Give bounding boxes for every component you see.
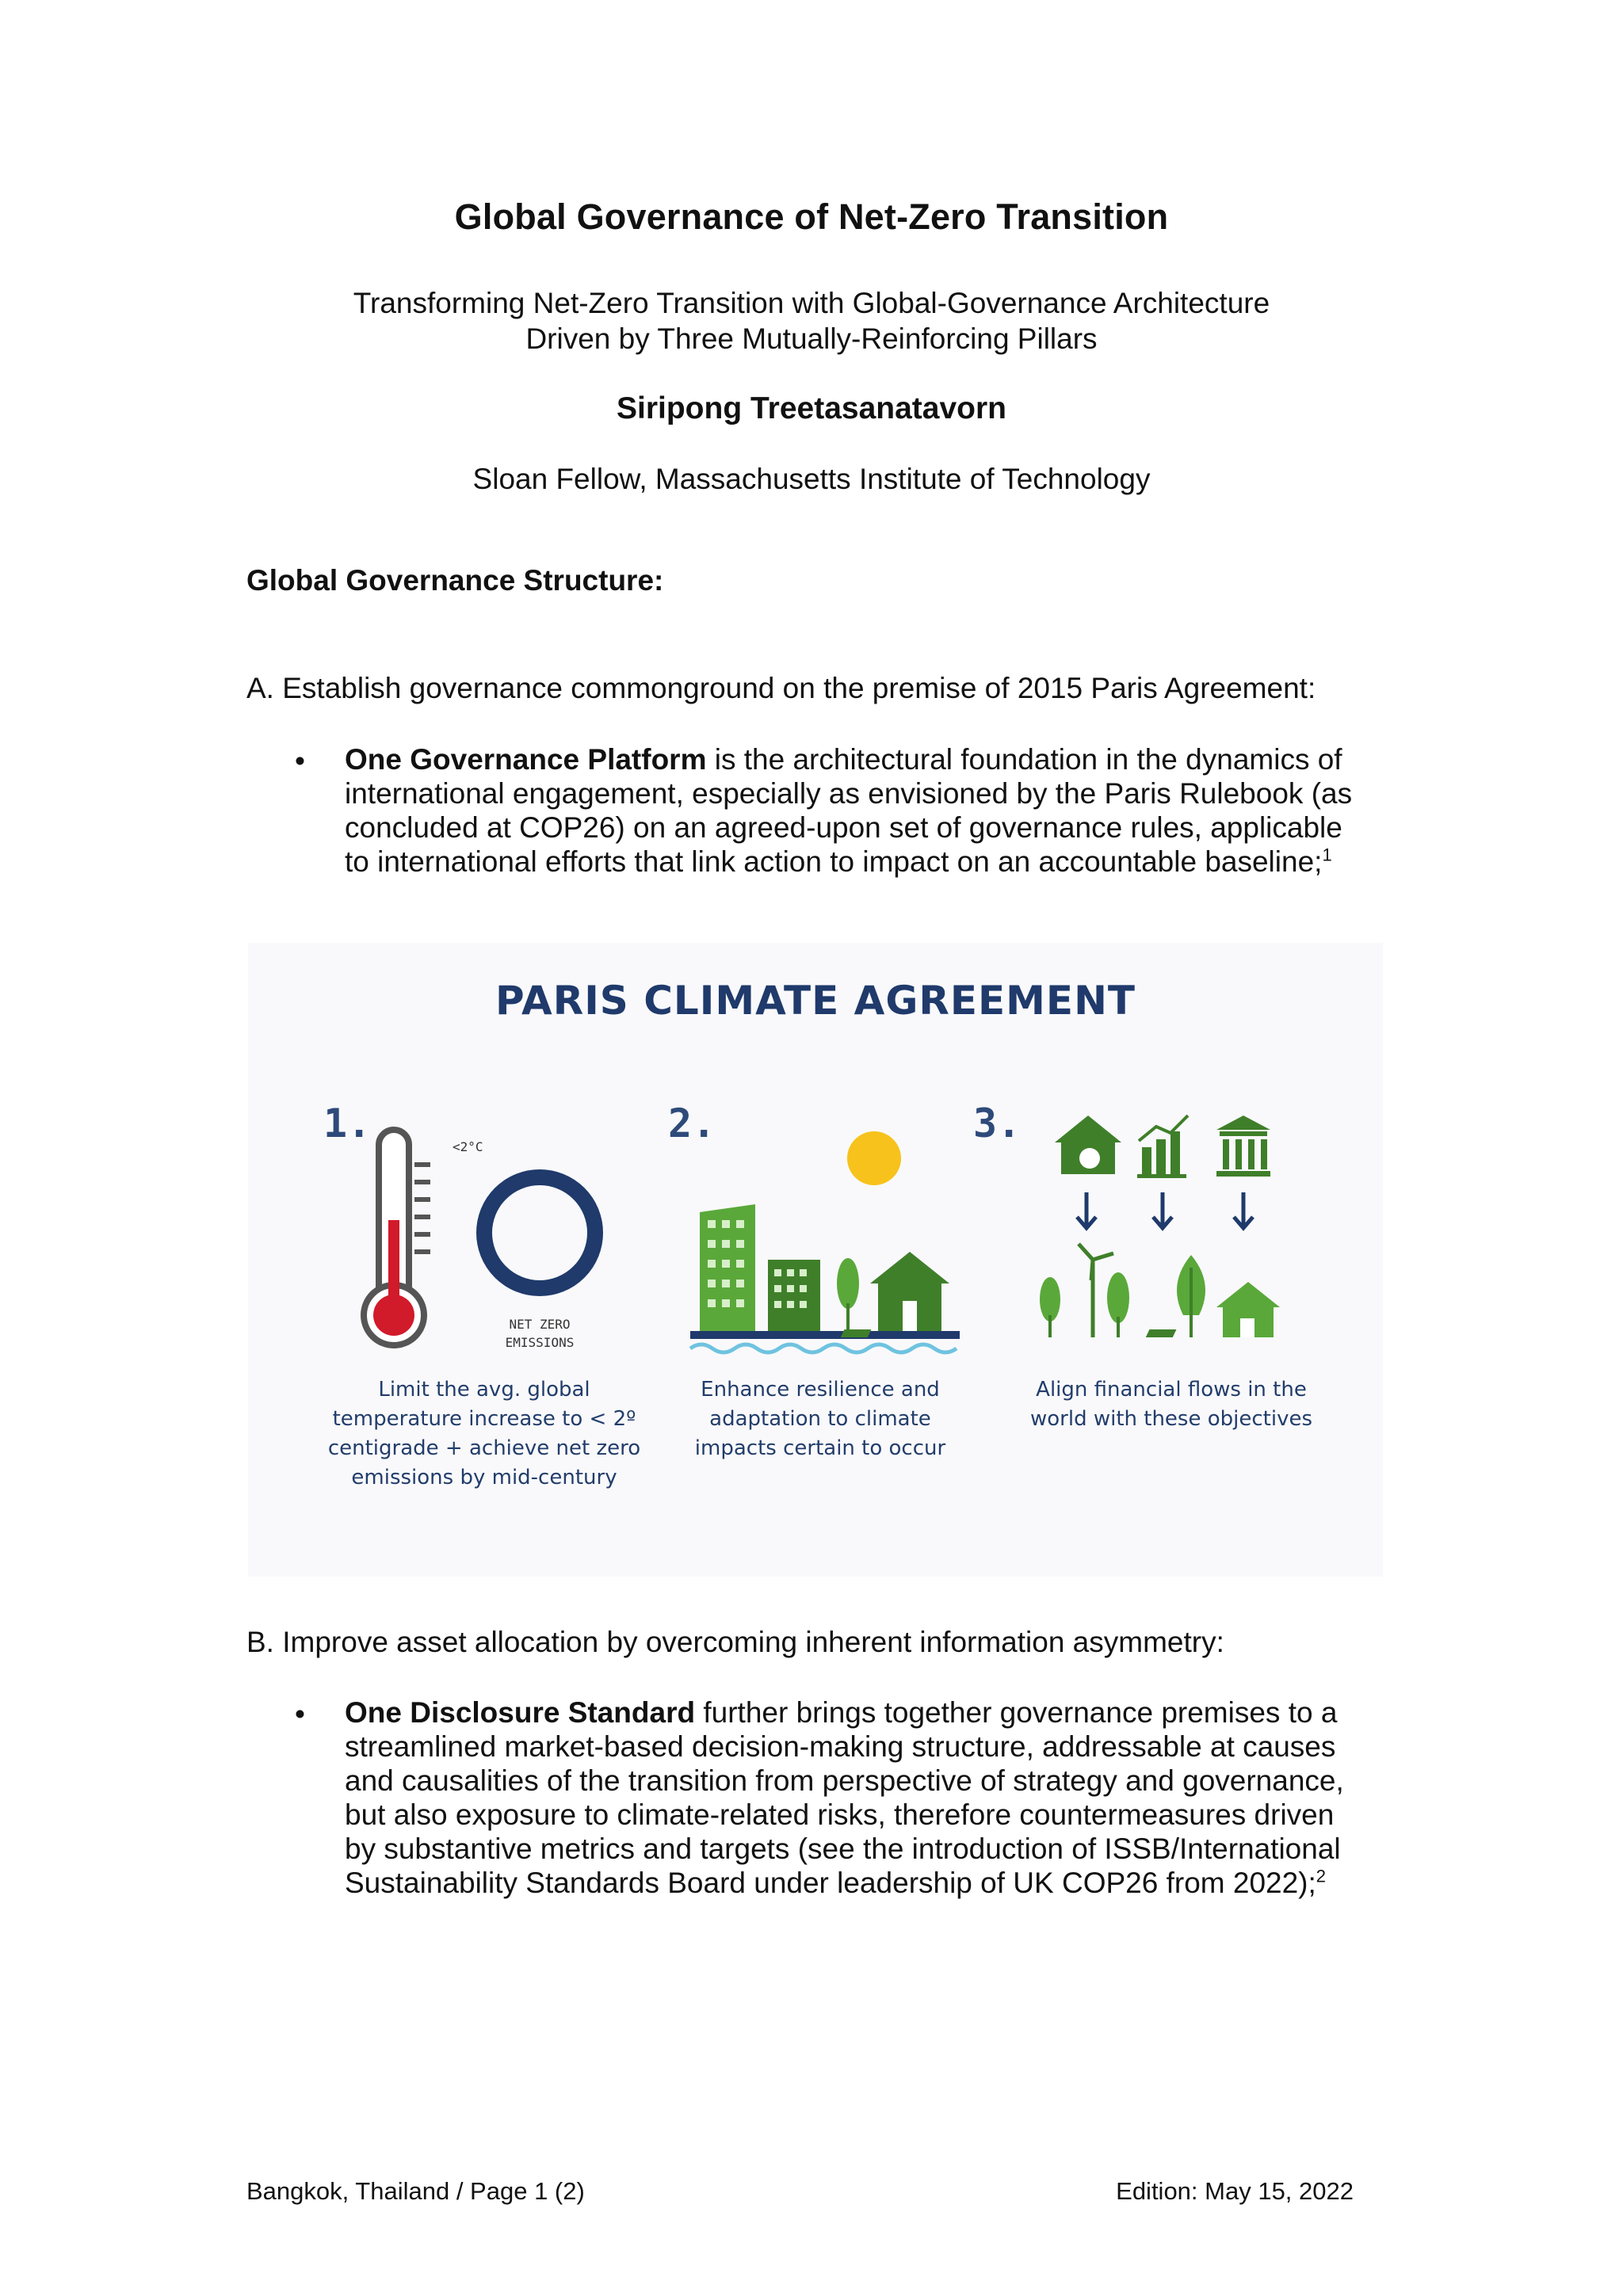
- bullet-icon: •: [295, 745, 305, 777]
- net-zero-label: EMISSIONS: [505, 1335, 575, 1350]
- temperature-target-label: <2°C: [453, 1139, 483, 1154]
- pillar-3-number: 3.: [973, 1100, 1022, 1146]
- pillar-1-number: 1.: [323, 1100, 372, 1146]
- subtitle-line: Transforming Net-Zero Transition with Global-Governance Architecture: [353, 287, 1270, 319]
- item-b-heading: B. Improve asset allocation by overcoming inherent information asymmetry:: [246, 1626, 1224, 1658]
- subtitle-line: Driven by Three Mutually-Reinforcing Pillars: [525, 322, 1098, 355]
- bullet-line: international engagement, especially as envisioned by the Paris Rulebook (as: [345, 777, 1353, 810]
- item-b-bullet: [345, 1695, 1395, 1900]
- footnote-marker: 1: [1322, 845, 1332, 865]
- pillar-2-number: 2.: [668, 1100, 716, 1146]
- bullet-line: but also exposure to climate-related risks, therefore countermeasures driven: [345, 1798, 1335, 1831]
- footnote-marker: 2: [1316, 1866, 1327, 1886]
- author-name: Siripong Treetasanatavorn: [617, 391, 1006, 425]
- bullet-line: and causalities of the transition from perspective of strategy and governance,: [345, 1764, 1344, 1797]
- pillar-1-caption: centigrade + achieve net zero: [327, 1436, 641, 1460]
- bullet-line: Sustainability Standards Board under leadership of UK COP26 from 2022);: [345, 1867, 1316, 1899]
- item-a-bullet: [345, 742, 1395, 879]
- author-affiliation: Sloan Fellow, Massachusetts Institute of Technology: [472, 463, 1151, 495]
- pillar-2-caption: Enhance resilience and: [701, 1378, 940, 1402]
- item-a-heading: A. Establish governance commonground on the premise of 2015 Paris Agreement:: [246, 672, 1316, 704]
- pillar-2-caption: impacts certain to occur: [694, 1436, 946, 1460]
- pillar-3-caption: world with these objectives: [1029, 1407, 1313, 1431]
- document-subtitle: [0, 285, 1623, 357]
- infographic-svg: [248, 943, 1383, 1577]
- bullet-lead: One Disclosure Standard: [345, 1696, 696, 1729]
- bullet-line: to international efforts that link action to impact on an accountable baseline;: [345, 845, 1323, 878]
- pillar-3-caption: Align financial flows in the: [1036, 1378, 1307, 1402]
- bullet-line: streamlined market-based decision-making structure, addressable at causes: [345, 1730, 1336, 1763]
- net-zero-label: NET ZERO: [509, 1317, 571, 1332]
- pillar-1-caption: temperature increase to < 2º: [332, 1407, 636, 1431]
- bullet-line: is the architectural foundation in the dynamics of: [706, 743, 1342, 776]
- pillar-1-caption: Limit the avg. global: [378, 1378, 590, 1402]
- pillar-1-caption: emissions by mid-century: [351, 1466, 617, 1489]
- bullet-line: further brings together governance premises to a: [695, 1696, 1338, 1729]
- document-title: Global Governance of Net-Zero Transition: [454, 196, 1169, 237]
- infographic-title: PARIS CLIMATE AGREEMENT: [495, 978, 1136, 1024]
- bullet-icon: •: [295, 1698, 305, 1730]
- bullet-line: by substantive metrics and targets (see the introduction of ISSB/International: [345, 1833, 1341, 1865]
- sun-icon: [847, 1131, 901, 1185]
- bullet-line: concluded at COP26) on an agreed-upon set of governance rules, applicable: [345, 811, 1342, 844]
- bullet-lead: One Governance Platform: [345, 743, 707, 776]
- section-heading: Global Governance Structure:: [246, 564, 664, 597]
- footer-edition: Edition: May 15, 2022: [1116, 2177, 1354, 2205]
- footer-location-page: Bangkok, Thailand / Page 1 (2): [246, 2177, 585, 2205]
- paris-agreement-infographic: [248, 943, 1383, 1577]
- pillar-2-caption: adaptation to climate: [709, 1407, 931, 1431]
